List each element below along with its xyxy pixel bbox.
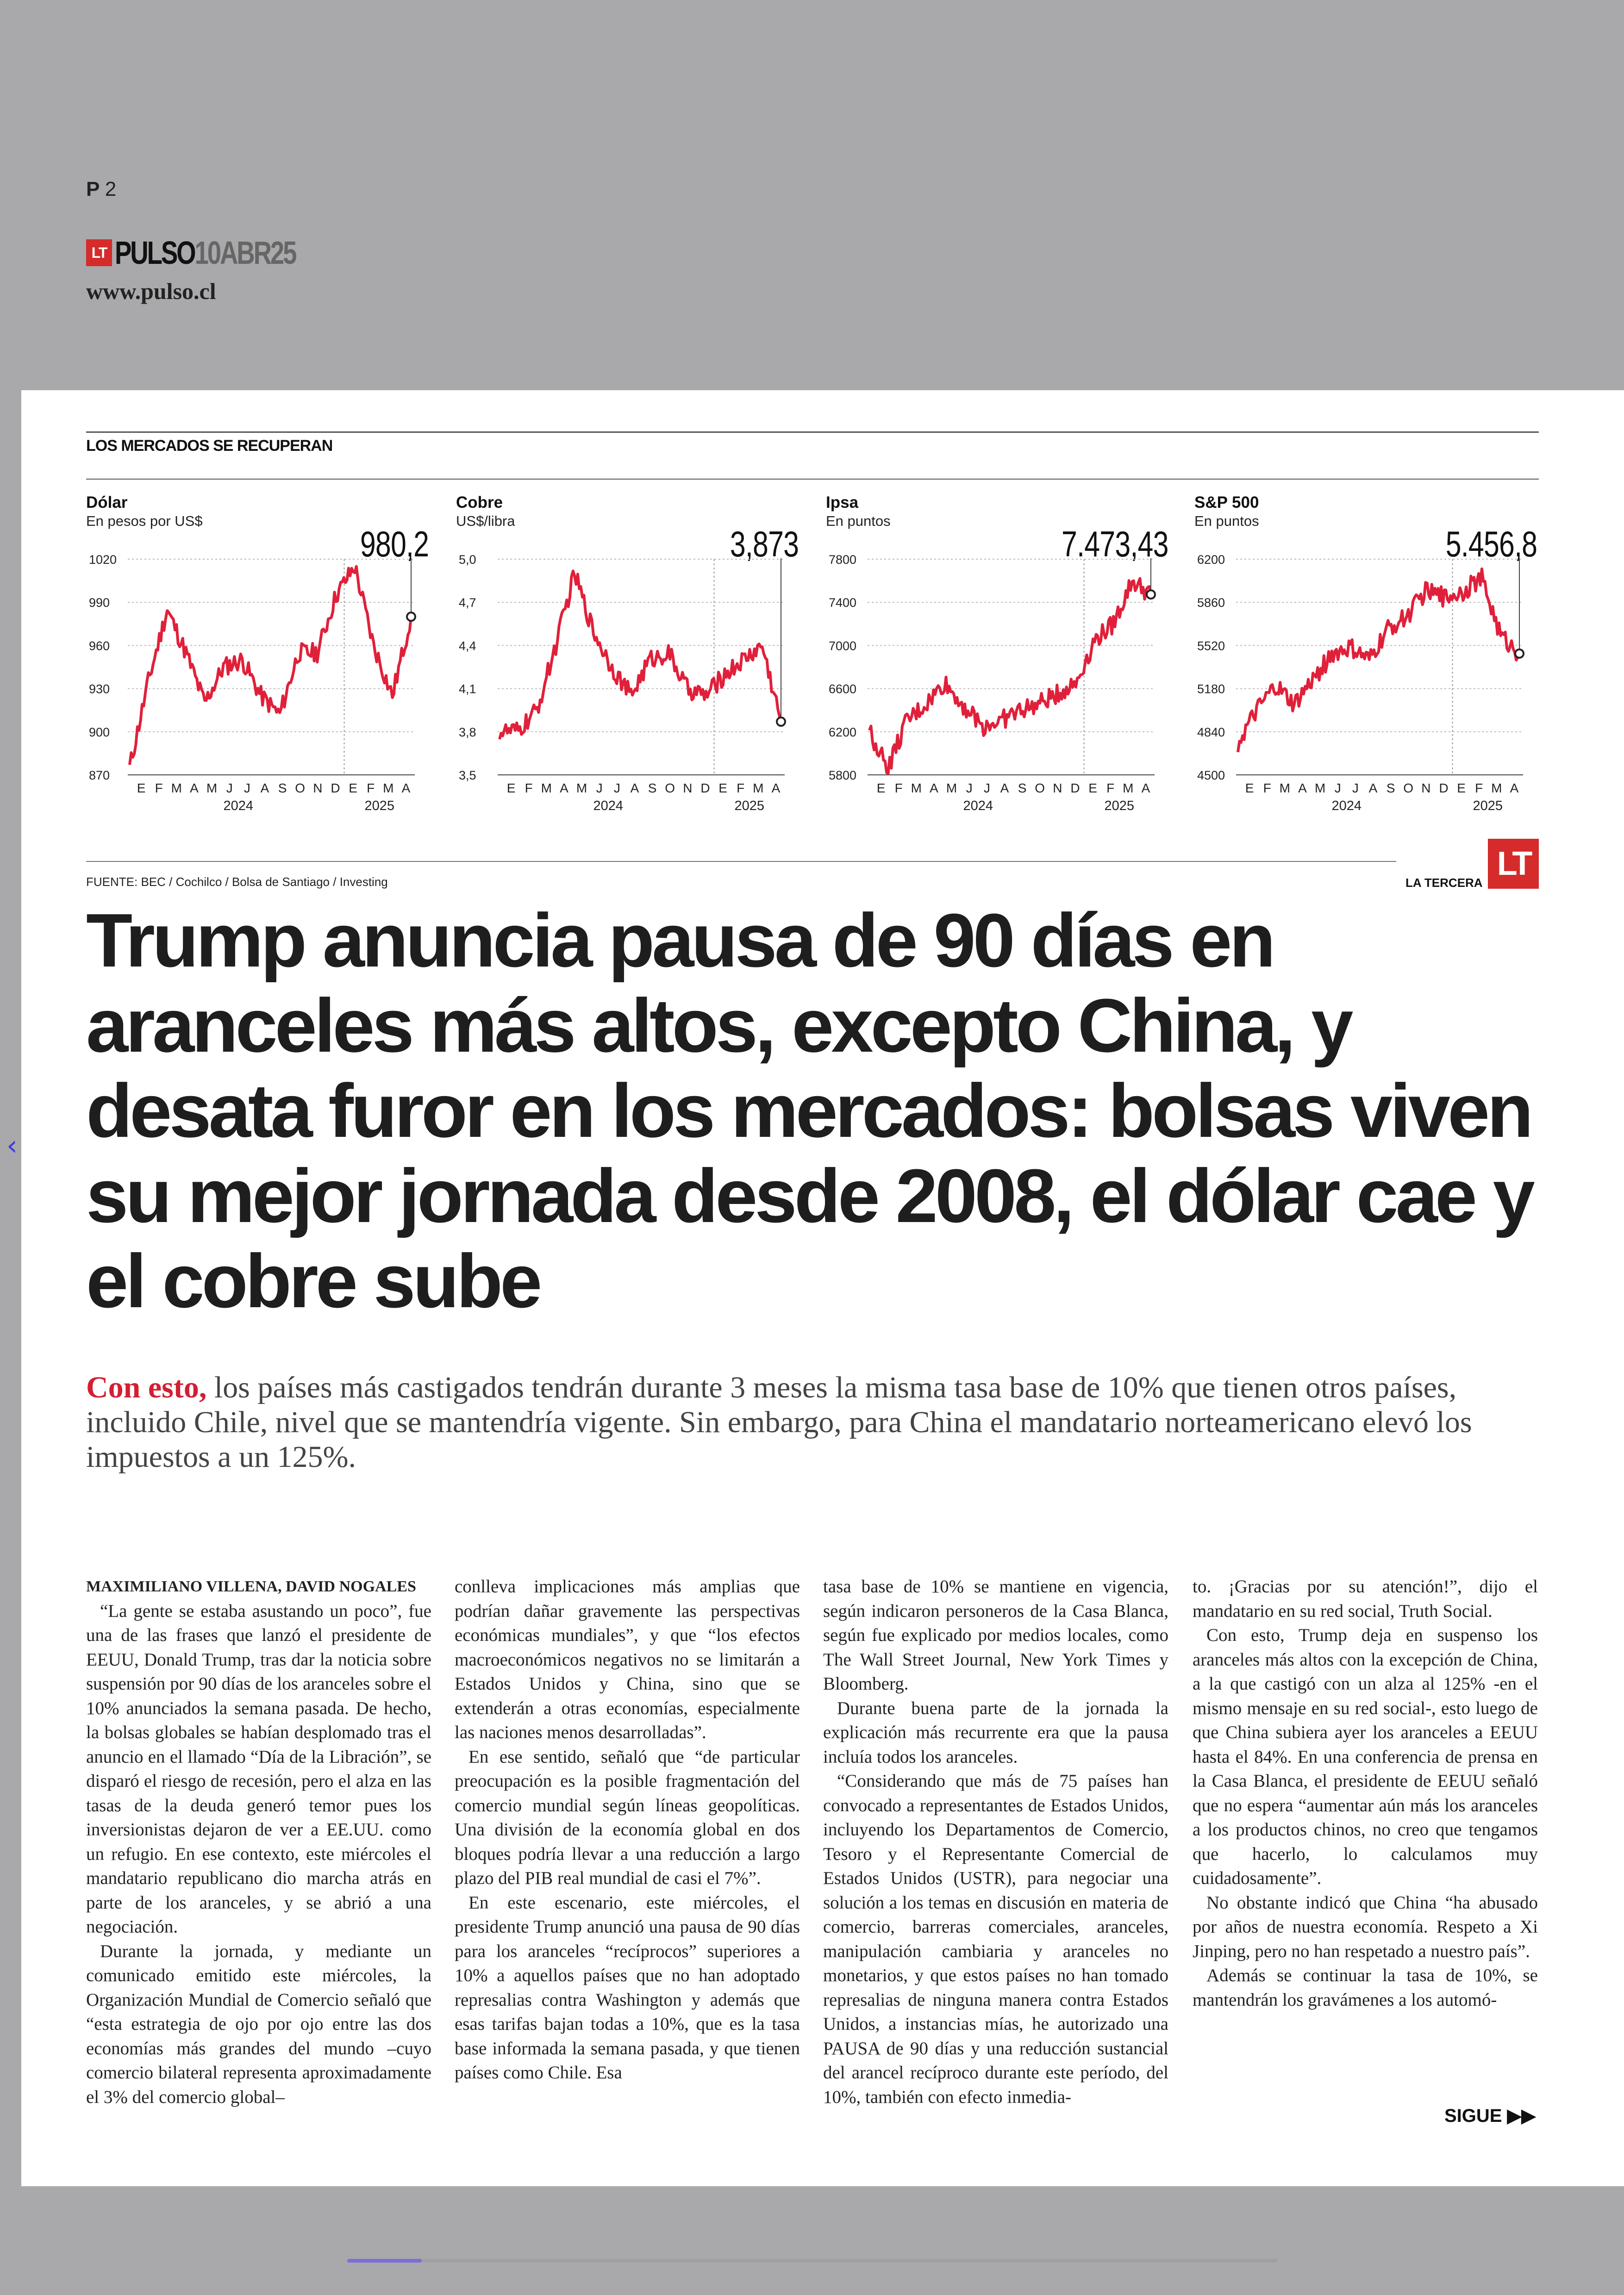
x-tick-label: M	[1491, 781, 1502, 795]
lede-text: los países más castigados tendrán durante 3 meses la misma tasa base de 10% que tienen otros países, incluido Chile, nivel que se mantendría vigente. Sin embargo, para China el mandatario norteamericano elevó los impuestos a un 125%.	[86, 1371, 1472, 1474]
chart-cobre	[456, 493, 799, 827]
x-tick-label: S	[648, 781, 657, 795]
x-tick-label: A	[1368, 781, 1378, 795]
chart-dolar	[86, 493, 429, 827]
x-tick-label: A	[401, 781, 411, 795]
lede	[86, 1370, 1544, 1474]
x-tick-label: M	[911, 781, 922, 795]
lt-logo-icon: LT	[86, 239, 112, 266]
x-tick-label: N	[313, 781, 323, 795]
y-tick-label: 4500	[1197, 768, 1225, 782]
paragraph: No obstante indicó que China “ha abusado por años de nuestra economía. Respeto a Xi Jinping, pero no han respetado a nuestro país”.	[1193, 1892, 1538, 1961]
x-tick-label: O	[1403, 781, 1414, 795]
x-tick-label: D	[1439, 781, 1449, 795]
paragraph: Además se continuar la tasa de 10%, se mantendrán los gravámenes a los automó-	[1193, 1965, 1538, 2010]
year-label: 2024	[963, 798, 993, 813]
last-value-marker	[1515, 649, 1524, 658]
divider	[86, 861, 1396, 862]
y-tick-label: 4,7	[459, 596, 476, 610]
x-tick-label: A	[560, 781, 568, 795]
paragraph: “La gente se estaba asustando un poco”, fue una de las frases que lanzó el presidente de EEUU, Donald Trump, tras dar la noticia sobre suspensión por 90 días de los aranceles sobre el 10% anunciados la semana pasada. De hecho, la bolsas globales se habían desplomado tras el anuncio en el llamado “Día de la Libración”, se disparó el riesgo de recesión, pero el alza en las tasas de la deuda generó temor pues los inversionistas dejaron de ver a EE.UU. como un refugio. En ese contexto, este miércoles el mandatario republicano dio marcha atrás en parte de los aranceles, y se abrió a una negociación.	[86, 1601, 431, 1937]
last-value-marker	[407, 612, 415, 621]
x-tick-label: E	[349, 781, 357, 795]
x-tick-label: A	[190, 781, 199, 795]
article-column-2	[455, 1575, 800, 2085]
year-label: 2025	[1104, 798, 1135, 813]
x-tick-label: F	[525, 781, 533, 795]
y-tick-label: 7000	[829, 639, 857, 653]
x-tick-label: J	[1352, 781, 1359, 795]
x-tick-label: A	[1298, 781, 1307, 795]
chart-title: Ipsa	[826, 493, 859, 511]
chart-svg	[826, 493, 1168, 827]
y-tick-label: 990	[89, 596, 110, 610]
x-tick-label: F	[1475, 781, 1483, 795]
paragraph: Durante la jornada, y mediante un comunicado emitido este miércoles, la Organización Mundial de Comercio señaló que “esta estrategia de ojo por ojo entre las dos economías más grandes del mundo –cuyo comercio bilateral representa aproximadamente el 3% del comercio global–	[86, 1941, 431, 2107]
chart-last-value: 3,873	[730, 524, 799, 564]
article-column-4	[1193, 1575, 1538, 2012]
last-value-marker	[1147, 590, 1155, 599]
y-tick-label: 6200	[829, 725, 857, 739]
x-tick-label: O	[665, 781, 675, 795]
x-tick-label: E	[137, 781, 146, 795]
page-number-value: 2	[105, 178, 117, 200]
x-tick-label: J	[966, 781, 973, 795]
x-tick-label: M	[753, 781, 764, 795]
x-tick-label: D	[700, 781, 710, 795]
series-line	[130, 567, 411, 765]
paragraph: “Considerando que más de 75 países han convocado a representantes de Estados Unidos, incluyendo los Departamentos de Comercio, Tesoro y el Representante Comercial de Estados Unidos (USTR), para negociar una solución a los temas en discusión en materia de comercio, barreras comerciales, aranceles, manipulación cambiaria y aranceles no monetarios, y que estos países no han tomado represalias de ninguna manera contra Estados Unidos, a instancias mías, he autorizado una PAUSA de 90 días y una reducción sustancial del arancel recíproco durante este período, del 10%, también con efecto inmedia-	[823, 1771, 1168, 2107]
y-tick-label: 5520	[1197, 639, 1225, 653]
y-tick-label: 5800	[829, 768, 857, 782]
prev-page-arrow-icon[interactable]: ‹	[6, 1129, 18, 1162]
x-tick-label: F	[894, 781, 903, 795]
website-link[interactable]: www.pulso.cl	[86, 278, 216, 304]
x-tick-label: N	[683, 781, 693, 795]
year-label: 2025	[1473, 798, 1503, 813]
byline: MAXIMILIANO VILLENA, DAVID NOGALES	[86, 1578, 416, 1595]
x-tick-label: E	[1457, 781, 1466, 795]
chart-sp500	[1194, 493, 1537, 827]
y-tick-label: 930	[89, 682, 110, 696]
x-tick-label: D	[331, 781, 340, 795]
x-tick-label: A	[630, 781, 639, 795]
x-tick-label: E	[506, 781, 516, 795]
brand-label: PULSO	[115, 235, 195, 271]
chart-title: Cobre	[456, 493, 503, 511]
y-tick-label: 4,4	[459, 639, 476, 653]
y-tick-label: 5180	[1197, 682, 1225, 696]
x-tick-label: S	[278, 781, 287, 795]
x-tick-label: F	[1106, 781, 1115, 795]
x-tick-label: F	[1263, 781, 1271, 795]
y-tick-label: 870	[89, 768, 110, 782]
x-tick-label: M	[541, 781, 552, 795]
credit-name: LA TERCERA	[1405, 876, 1483, 890]
series-line	[1238, 569, 1519, 752]
x-tick-label: M	[206, 781, 218, 795]
x-tick-label: S	[1386, 781, 1395, 795]
series-line	[869, 579, 1151, 773]
year-label: 2024	[1331, 798, 1362, 813]
y-tick-label: 7800	[829, 553, 857, 567]
x-tick-label: M	[383, 781, 394, 795]
x-tick-label: A	[1510, 781, 1519, 795]
chart-last-value: 5.456,8	[1445, 524, 1537, 564]
paragraph: tasa base de 10% se mantiene en vigencia, según indicaron personeros de la Casa Blanca, según fue explicado por medios locales, como The Wall Street Journal, New York Times y Bloomberg.	[823, 1577, 1168, 1694]
x-tick-label: F	[367, 781, 375, 795]
x-tick-label: M	[576, 781, 587, 795]
x-tick-label: A	[260, 781, 269, 795]
x-tick-label: J	[244, 781, 250, 795]
x-tick-label: M	[171, 781, 182, 795]
paragraph: conlleva implicaciones más amplias que podrían dañar gravemente las perspectivas económicas mundiales”, y que “los efectos macroeconómicos negativos no se limitarán a Estados Unidos y China, sino que se extenderán a otras economías, especialmente las naciones menos desarrolladas”.	[455, 1577, 800, 1742]
year-label: 2024	[223, 798, 254, 813]
x-tick-label: E	[1088, 781, 1097, 795]
chart-svg	[456, 493, 799, 827]
y-tick-label: 4,1	[459, 682, 476, 696]
x-tick-label: M	[1123, 781, 1134, 795]
y-tick-label: 3,8	[459, 725, 476, 739]
x-tick-label: D	[1070, 781, 1080, 795]
x-tick-label: E	[1245, 781, 1254, 795]
page-progress-fill	[347, 2259, 422, 2263]
x-tick-label: A	[930, 781, 938, 795]
chart-subtitle: En puntos	[826, 513, 891, 529]
paragraph: to. ¡Gracias por su atención!”, dijo el mandatario en su red social, Truth Social.	[1193, 1577, 1538, 1621]
page-number	[86, 178, 116, 201]
y-tick-label: 7400	[829, 596, 857, 610]
chart-last-value: 980,2	[360, 524, 429, 564]
paragraph: Durante buena parte de la jornada la explicación más recurrente era que la pausa incluía todos los aranceles.	[823, 1698, 1168, 1767]
x-tick-label: J	[226, 781, 233, 795]
x-tick-label: J	[1334, 781, 1341, 795]
x-tick-label: F	[155, 781, 163, 795]
x-tick-label: N	[1421, 781, 1431, 795]
y-tick-label: 3,5	[459, 768, 476, 782]
x-tick-label: A	[771, 781, 781, 795]
divider	[86, 431, 1539, 433]
year-label: 2025	[734, 798, 765, 813]
x-tick-label: E	[718, 781, 727, 795]
edition-date: 10ABR25	[194, 235, 296, 271]
y-tick-label: 5860	[1197, 596, 1225, 610]
section-title: LOS MERCADOS SE RECUPERAN	[86, 437, 333, 455]
y-tick-label: 1020	[89, 553, 117, 567]
x-tick-label: N	[1053, 781, 1062, 795]
last-value-marker	[777, 717, 785, 726]
year-label: 2025	[364, 798, 395, 813]
y-tick-label: 6600	[829, 682, 857, 696]
year-label: 2024	[593, 798, 624, 813]
page-progress-track[interactable]	[347, 2259, 1278, 2263]
page-label: P	[86, 178, 100, 200]
x-tick-label: S	[1018, 781, 1027, 795]
x-tick-label: A	[1000, 781, 1009, 795]
article-column-1	[86, 1575, 431, 2109]
x-tick-label: A	[1141, 781, 1150, 795]
paragraph: En este escenario, este miércoles, el presidente Trump anunció una pausa de 90 días para los aranceles “recíprocos” superiores a 10% a aquellos países que no han adoptado represalias contra Washington y además que esas tarifas bajan todas a 10%, que es la tasa base informada la semana pasada, y que tienen países como Chile. Esa	[455, 1892, 800, 2083]
paragraph: En ese sentido, señaló que “de particular preocupación es la posible fragmentación del comercio mundial según líneas geopolíticas. Una división de la economía global en dos bloques podría llevar a una reducción a largo plazo del PIB real mundial de casi el 7%”.	[455, 1746, 800, 1888]
article-column-3	[823, 1575, 1168, 2109]
y-tick-label: 4840	[1197, 725, 1225, 739]
chart-ipsa	[826, 493, 1168, 827]
chart-title: Dólar	[86, 493, 128, 511]
lede-lead: Con esto,	[86, 1371, 207, 1404]
chart-svg	[86, 493, 429, 827]
x-tick-label: F	[737, 781, 745, 795]
y-tick-label: 960	[89, 639, 110, 653]
paragraph: Con esto, Trump deja en suspenso los aranceles más altos con la excepción de China, a la que castigó con un alza al 125% -en el mismo mensaje en su red social-, esto luego de que China subiera ayer los aranceles a EEUU hasta el 84%. En una conferencia de prensa en la Casa Blanca, el presidente de EEUU señaló que no espera “aumentar aún más los aranceles a los productos chinos, no creo que tengamos que hacerlo, lo calculamos muy cuidadosamente”.	[1193, 1625, 1538, 1888]
divider	[86, 479, 1539, 480]
x-tick-label: J	[983, 781, 990, 795]
chart-subtitle: En pesos por US$	[86, 513, 203, 529]
source-note: FUENTE: BEC / Cochilco / Bolsa de Santiago / Investing	[86, 875, 388, 889]
masthead	[86, 236, 347, 269]
x-tick-label: O	[295, 781, 306, 795]
brand-name	[115, 234, 295, 271]
la-tercera-logo: LT	[1488, 839, 1539, 889]
x-tick-label: O	[1035, 781, 1045, 795]
headline: Trump anuncia pausa de 90 días en aranceles más altos, excepto China, y desata furor en los mercados: bolsas viven su mejor jornada desde 2008, el dólar cae y el cobre sube	[86, 898, 1532, 1323]
y-tick-label: 5,0	[459, 553, 476, 567]
chart-subtitle: En puntos	[1194, 513, 1259, 529]
x-tick-label: M	[946, 781, 957, 795]
x-tick-label: J	[596, 781, 603, 795]
chart-subtitle: US$/libra	[456, 513, 515, 529]
x-tick-label: M	[1314, 781, 1326, 795]
continue-label[interactable]: SIGUE ▶▶	[1444, 2106, 1536, 2126]
x-tick-label: M	[1279, 781, 1290, 795]
chart-svg	[1194, 493, 1537, 827]
x-tick-label: J	[613, 781, 620, 795]
chart-title: S&P 500	[1194, 493, 1259, 511]
chart-last-value: 7.473,43	[1062, 524, 1168, 564]
series-line	[500, 571, 781, 740]
x-tick-label: E	[876, 781, 886, 795]
y-tick-label: 6200	[1197, 553, 1225, 567]
y-tick-label: 900	[89, 725, 110, 739]
